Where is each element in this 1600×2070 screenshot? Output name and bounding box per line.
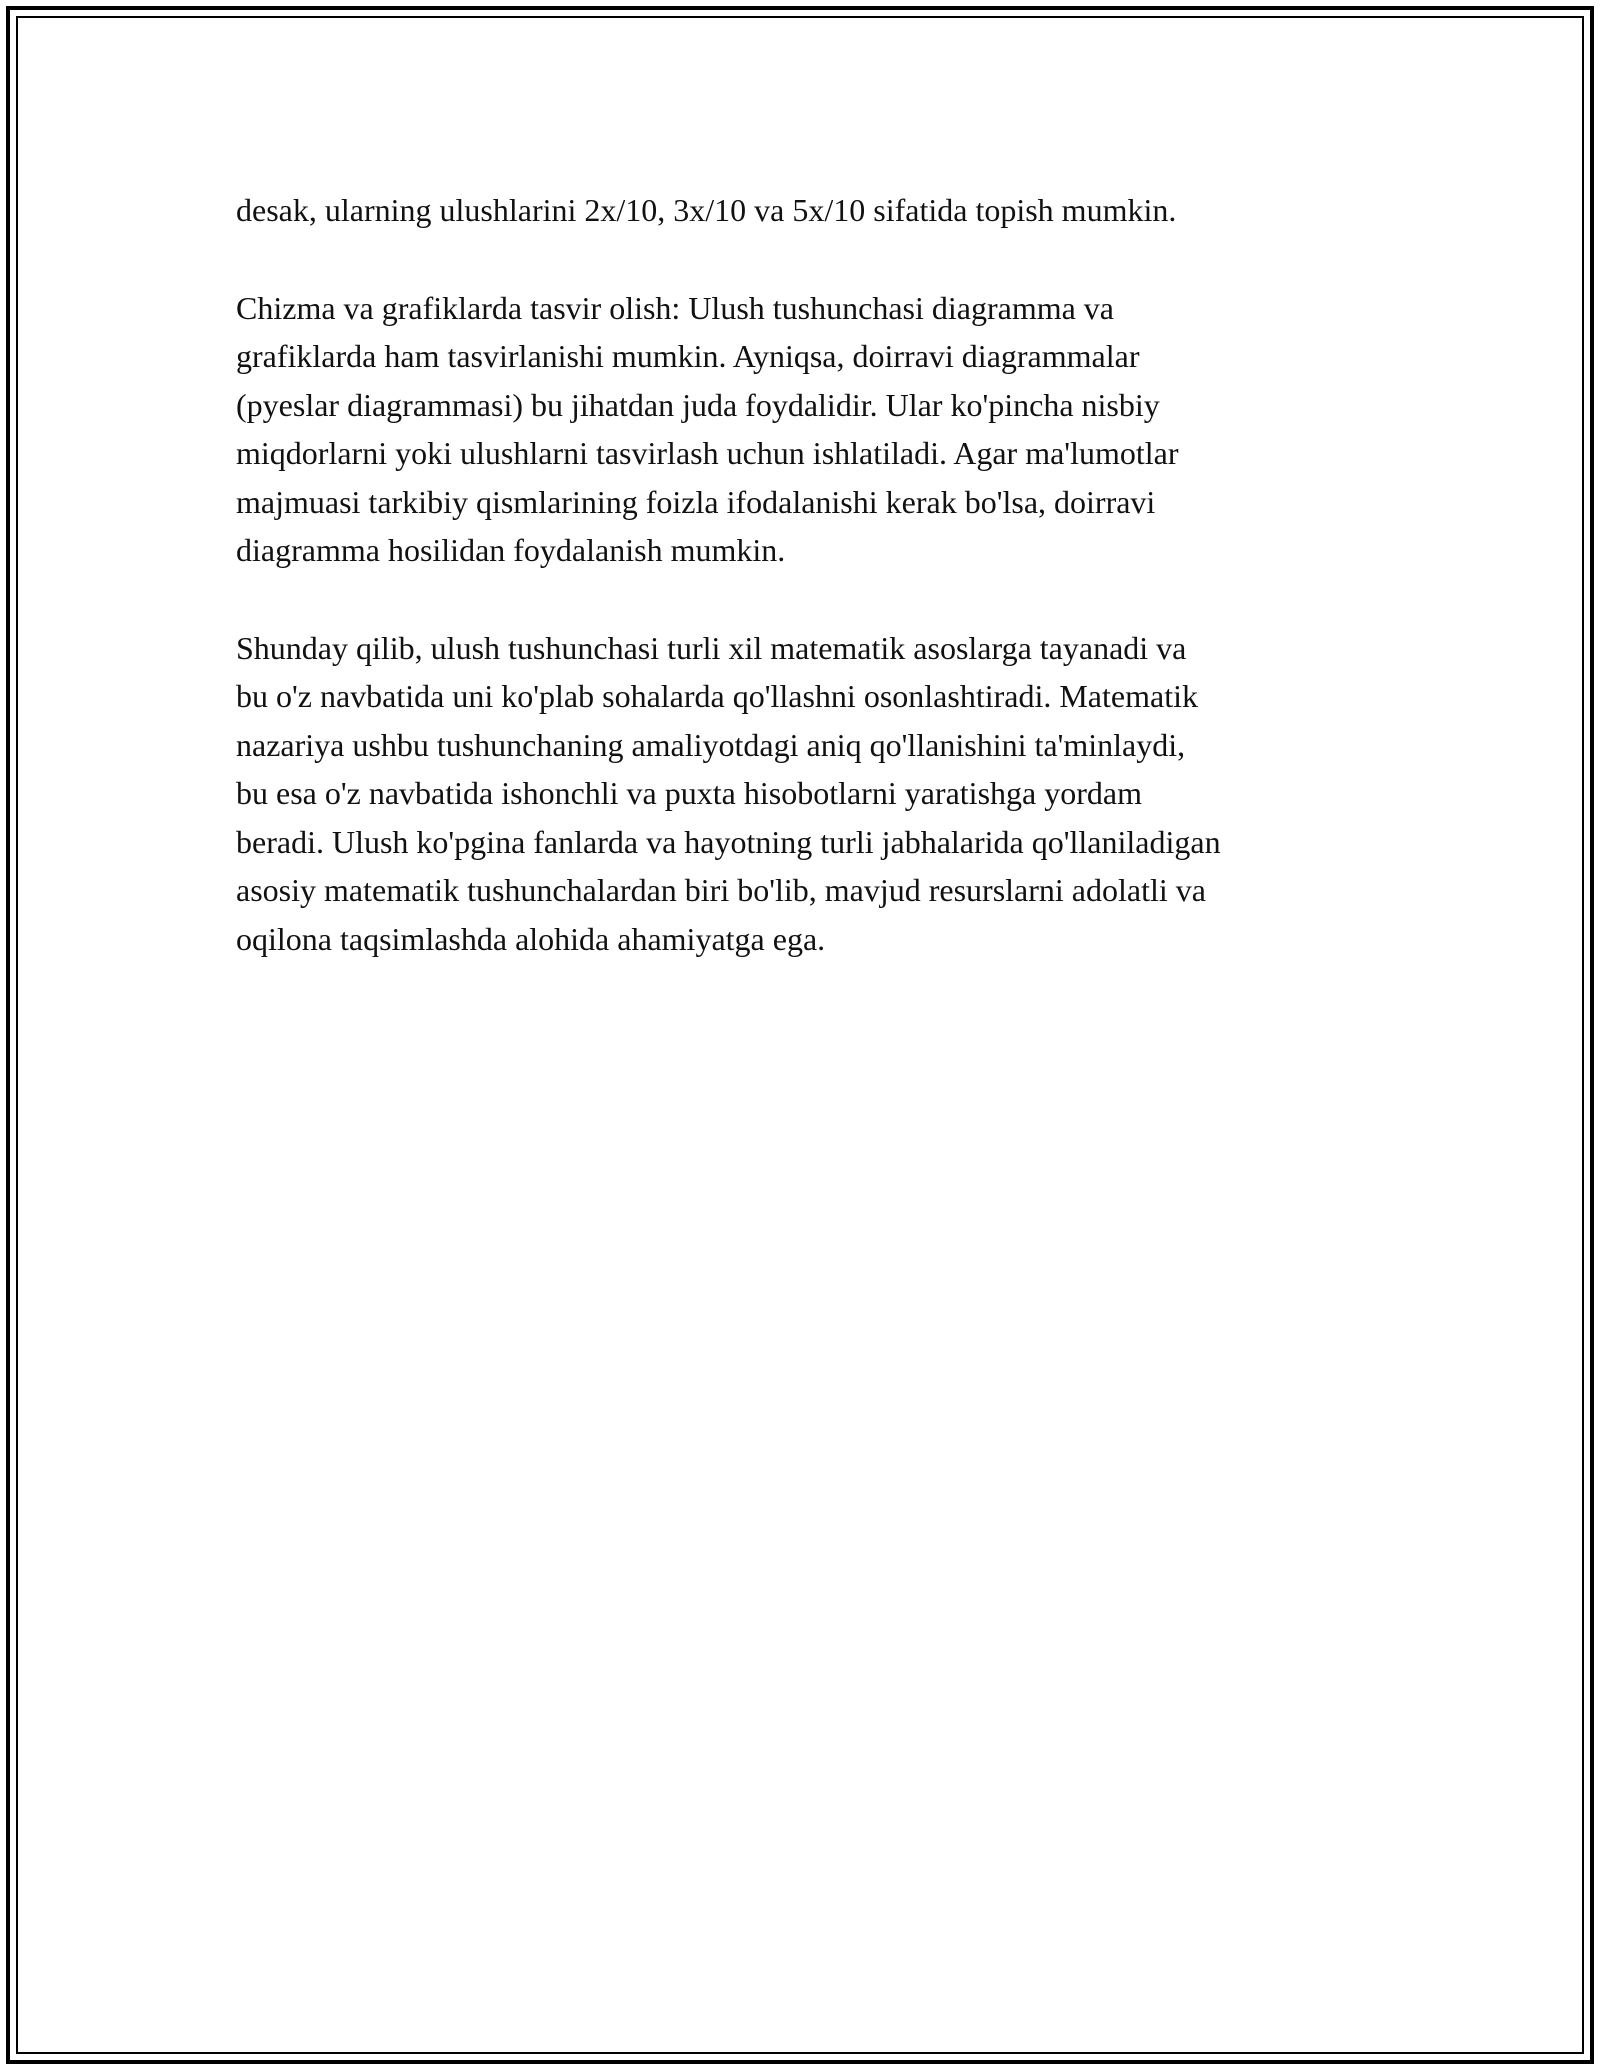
document-body bbox=[236, 186, 1376, 1012]
paragraph-shares-example: desak, ularning ulushlarini 2x/10, 3x/10 va 5x/10 sifatida topish mumkin. bbox=[236, 192, 1177, 228]
paragraph-charts-and-graphs: Chizma va grafiklarda tasvir olish: Ulush tushunchasi diagramma va grafiklarda ham tasvirlanishi mumkin. Ayniqsa, doirravi diagrammalar (pyeslar diagrammasi) bu jihatdan juda foydalidir. Ular ko'pincha nisbiy miqdorlarni yoki ulushlarni tasvirlash uchun ishlatiladi. Agar ma'lumotlar majmuasi tarkibiy qismlarining foizla ifodalanishi kerak bo'lsa, doirravi diagramma hosilidan foydalanish mumkin. bbox=[236, 289, 1179, 568]
paragraph-conclusion: Shunday qilib, ulush tushunchasi turli xil matematik asoslarga tayanadi va bu o'z navbatida uni ko'plab sohalarda qo'llashni osonlashtiradi. Matematik nazariya ushbu tushunchaning amaliyotdagi aniq qo'llanishini ta'minlaydi, bu esa o'z navbatida ishonchli va puxta hisobotlarni yaratishga yordam beradi. Ulush ko'pgina fanlarda va hayotning turli jabhalarida qo'llaniladigan asosiy matematik tushunchalardan biri bo'lib, mavjud resurslarni adolatli va oqilona taqsimlashda alohida ahamiyatga ega. bbox=[236, 629, 1221, 957]
